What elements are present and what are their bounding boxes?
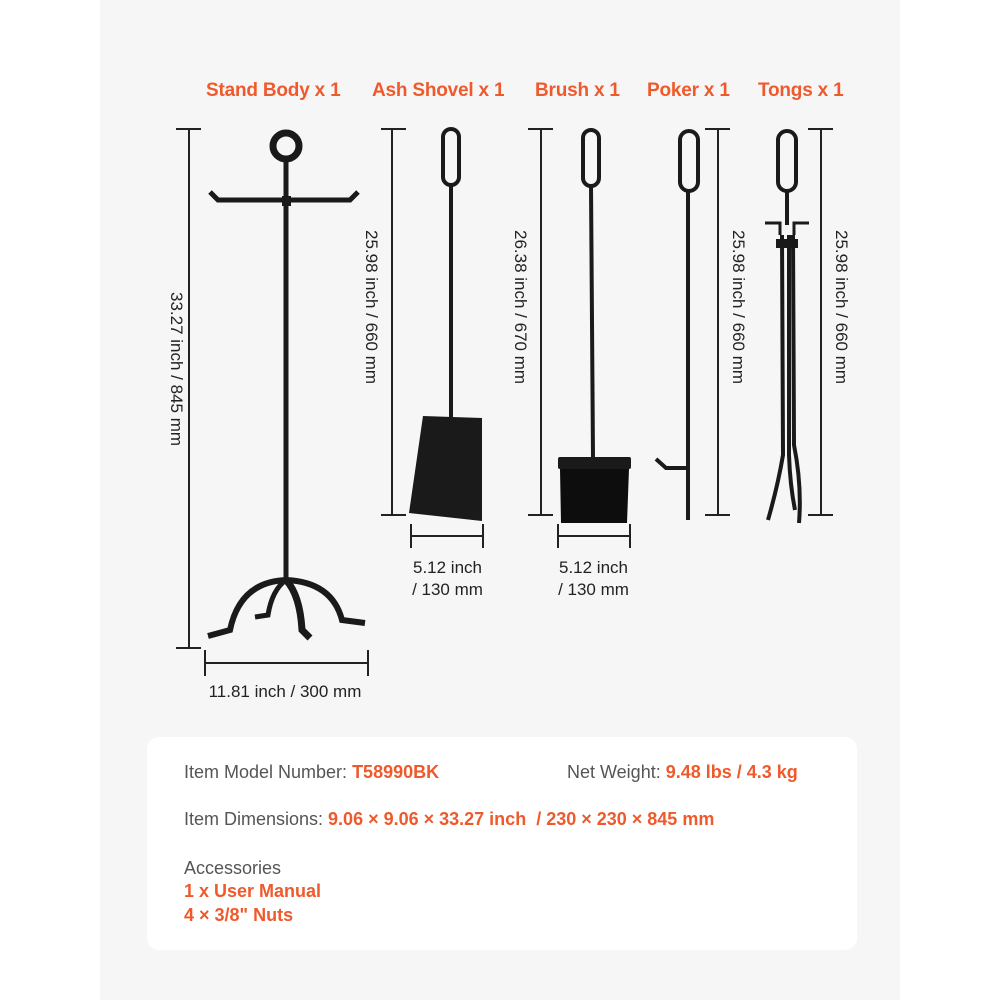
stand-height-tick-bottom: [176, 647, 201, 649]
poker-height-tick-top: [705, 128, 730, 130]
brush-height-line: [540, 128, 542, 515]
accessory-item: 1 x User Manual: [184, 881, 322, 901]
brush-width-tick-right: [629, 524, 631, 548]
accessory-item: 4 × 3/8" Nuts: [184, 905, 294, 925]
title-ash-shovel: Ash Shovel x 1: [372, 80, 505, 101]
brush-width-tick-left: [557, 524, 559, 548]
stand-width-tick-left: [204, 650, 206, 676]
net-weight-label: Net Weight:: [567, 762, 666, 782]
title-tongs: Tongs x 1: [758, 80, 844, 101]
net-weight-value: 9.48 lbs / 4.3 kg: [665, 762, 798, 782]
shovel-height-line: [391, 128, 393, 515]
accessories-heading: Accessories: [184, 858, 282, 878]
model-number-row: [184, 762, 439, 783]
tongs-height-tick-bottom: [808, 514, 833, 516]
brush-width-label-1: 5.12 inch: [559, 558, 628, 577]
shovel-height-label: 25.98 inch / 660 mm: [362, 230, 381, 385]
poker-height-label: 25.98 inch / 660 mm: [729, 230, 748, 385]
shovel-width-line: [411, 535, 484, 537]
stand-height-line: [188, 128, 190, 648]
dimensions-label: Item Dimensions:: [184, 809, 329, 829]
title-stand-body: Stand Body x 1: [206, 80, 341, 101]
poker-height-tick-bottom: [705, 514, 730, 516]
brush-height-tick-top: [528, 128, 553, 130]
shovel-width-label-2: / 130 mm: [412, 580, 483, 599]
title-poker: Poker x 1: [647, 80, 730, 101]
model-number-value: T58990BK: [352, 762, 440, 782]
dimensions-value: 9.06 × 9.06 × 33.27 inch / 230 × 230 × 845 mm: [328, 809, 715, 829]
stand-body-icon: [200, 120, 380, 650]
tongs-height-tick-top: [808, 128, 833, 130]
tongs-height-line: [820, 128, 822, 515]
brush-height-tick-bottom: [528, 514, 553, 516]
poker-height-line: [717, 128, 719, 515]
stand-height-label: 33.27 inch / 845 mm: [167, 292, 186, 447]
shovel-height-tick-top: [381, 128, 406, 130]
ash-shovel-icon: [405, 125, 490, 525]
tongs-height-label: 25.98 inch / 660 mm: [832, 230, 851, 385]
brush-width-label-2: / 130 mm: [558, 580, 629, 599]
title-brush: Brush x 1: [535, 80, 620, 101]
stand-height-tick-top: [176, 128, 201, 130]
tongs-icon: [762, 125, 812, 525]
stand-width-line: [205, 662, 369, 664]
model-number-label: Item Model Number:: [184, 762, 353, 782]
stand-width-label: 11.81 inch / 300 mm: [208, 682, 362, 701]
brush-icon: [555, 125, 635, 530]
poker-icon: [652, 125, 712, 525]
net-weight-row: [567, 762, 798, 783]
stand-width-tick-right: [367, 650, 369, 676]
shovel-width-label-1: 5.12 inch: [413, 558, 482, 577]
brush-width-line: [558, 535, 631, 537]
specs-card: [147, 737, 857, 950]
shovel-width-tick-right: [482, 524, 484, 548]
brush-height-label: 26.38 inch / 670 mm: [511, 230, 530, 385]
shovel-height-tick-bottom: [381, 514, 406, 516]
dimensions-row: [184, 809, 714, 830]
shovel-width-tick-left: [410, 524, 412, 548]
